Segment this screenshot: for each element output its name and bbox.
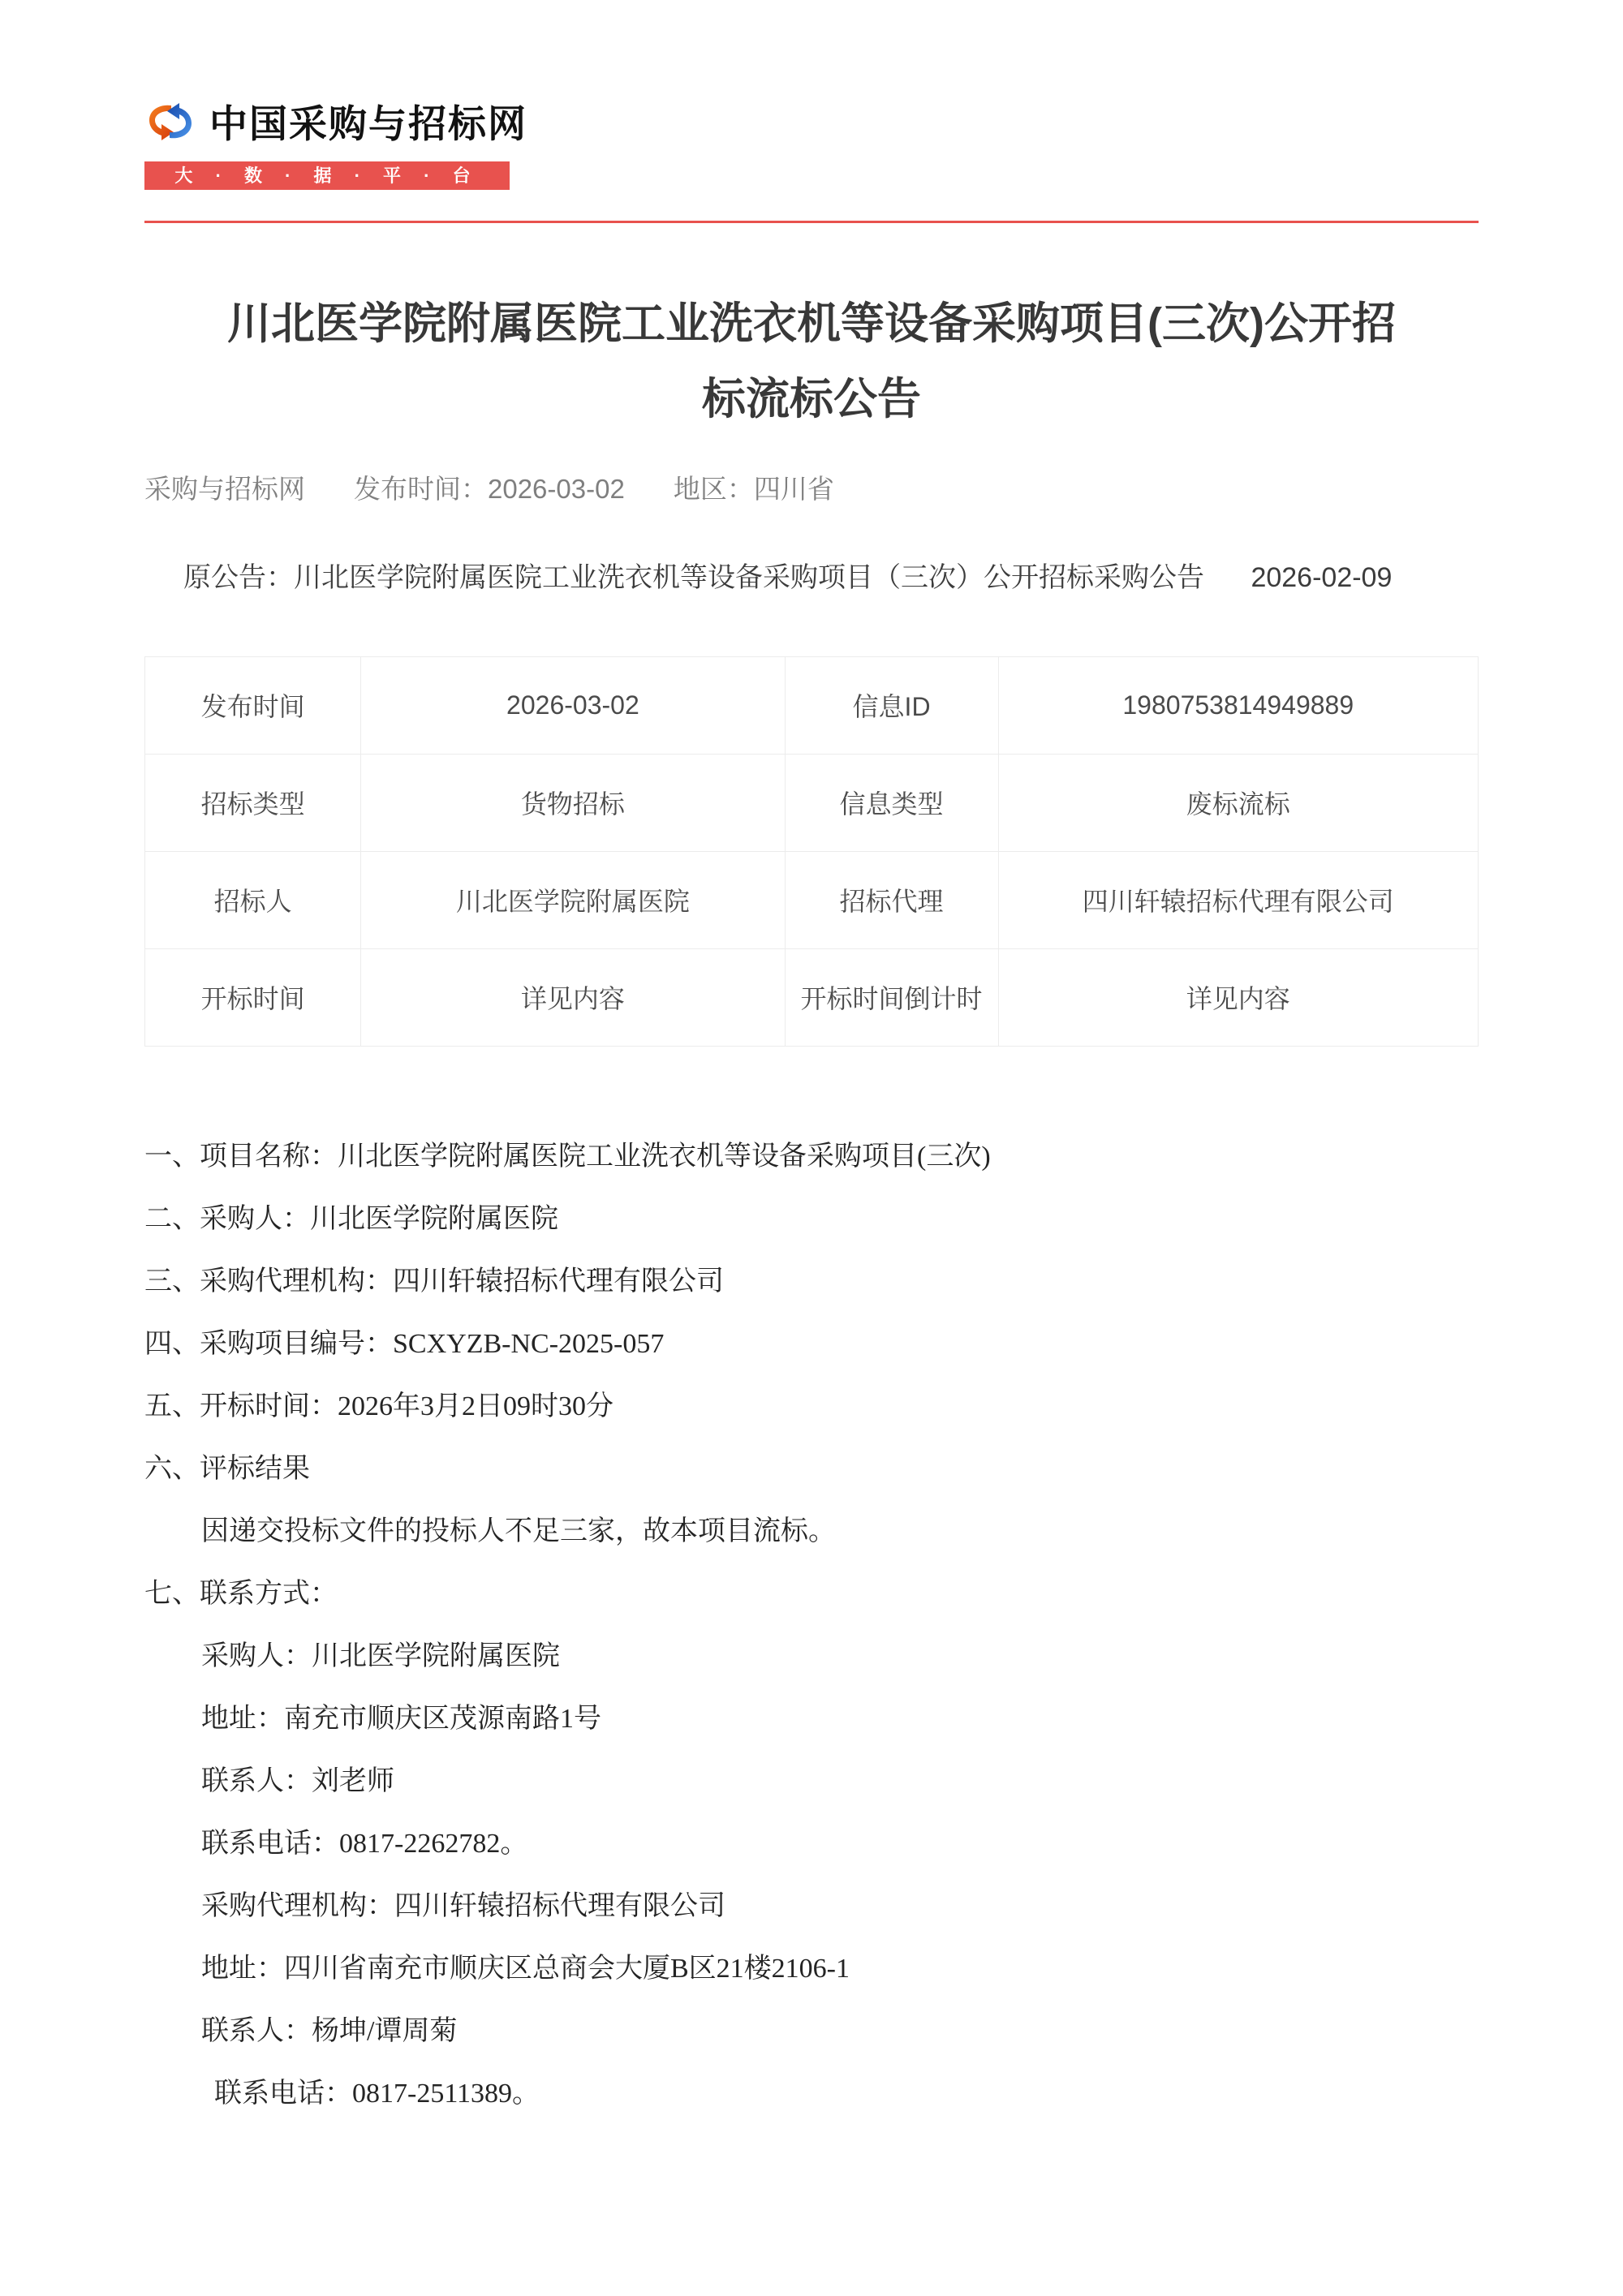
- body-line-purchaser: 二、采购人：川北医学院附属医院: [144, 1203, 558, 1234]
- article-meta: [144, 468, 1479, 506]
- page-title: 川北医学院附属医院工业洗衣机等设备采购项目(三次)公开招标流标公告: [227, 299, 1396, 424]
- table-value-cell: 2026-03-02: [361, 656, 785, 754]
- table-label-cell: 信息ID: [785, 656, 998, 754]
- original-announcement-link[interactable]: 原公告：川北医学院附属医院工业洗衣机等设备采购项目（三次）公开招标采购公告: [183, 561, 1204, 593]
- site-header: [144, 0, 1479, 223]
- body-line-agency-address: 地址：四川省南充市顺庆区总商会大厦B区21楼2106-1: [201, 1953, 850, 1984]
- site-logo[interactable]: [144, 0, 1479, 148]
- info-table: [144, 656, 1479, 1047]
- body-line-agency-contact: 联系人：杨坤/谭周菊: [201, 2015, 458, 2046]
- table-label-cell: 招标人: [145, 851, 361, 948]
- announcement-body: [144, 1142, 1479, 2108]
- original-announcement-date: 2026-02-09: [1251, 561, 1393, 593]
- table-row: [145, 754, 1479, 851]
- table-value-cell: 货物招标: [361, 754, 785, 851]
- table-value-cell: 四川轩辕招标代理有限公司: [998, 851, 1479, 948]
- table-value-cell: 详见内容: [361, 948, 785, 1046]
- body-line-agency-name: 采购代理机构：四川轩辕招标代理有限公司: [201, 1890, 725, 1921]
- table-label-cell: 招标代理: [785, 851, 998, 948]
- body-line-agency-phone: 联系电话：0817-2511389。: [214, 2078, 540, 2109]
- body-line-open-time: 五、开标时间：2026年3月2日09时30分: [144, 1391, 613, 1421]
- table-label-cell: 发布时间: [145, 656, 361, 754]
- brand-name: 中国采购与招标网: [209, 102, 527, 145]
- header-divider: [144, 221, 1479, 223]
- body-line-project-name: 一、项目名称：川北医学院附属医院工业洗衣机等设备采购项目(三次): [144, 1141, 991, 1172]
- meta-region: 地区：四川省: [673, 473, 834, 504]
- table-label-cell: 开标时间倒计时: [785, 948, 998, 1046]
- body-line-contact-purchaser: 采购人：川北医学院附属医院: [201, 1640, 560, 1671]
- table-value-cell: 详见内容: [998, 948, 1479, 1046]
- body-line-purchaser-contact: 联系人：刘老师: [201, 1765, 394, 1796]
- meta-publish-time: 发布时间：2026-03-02: [354, 473, 625, 504]
- table-row: [145, 656, 1479, 754]
- body-line-project-number: 四、采购项目编号：SCXYZB-NC-2025-057: [144, 1328, 665, 1359]
- body-line-result-heading: 六、评标结果: [144, 1453, 310, 1484]
- swap-arrows-icon: [144, 101, 196, 142]
- original-announcement: [144, 555, 1479, 595]
- meta-source: 采购与招标网: [144, 473, 305, 504]
- table-value-cell: 川北医学院附属医院: [361, 851, 785, 948]
- table-label-cell: 开标时间: [145, 948, 361, 1046]
- table-row: [145, 851, 1479, 948]
- table-label-cell: 招标类型: [145, 754, 361, 851]
- table-label-cell: 信息类型: [785, 754, 998, 851]
- body-line-purchaser-address: 地址：南充市顺庆区茂源南路1号: [201, 1703, 601, 1734]
- body-line-agency: 三、采购代理机构：四川轩辕招标代理有限公司: [144, 1266, 724, 1296]
- body-line-result-detail: 因递交投标文件的投标人不足三家，故本项目流标。: [201, 1516, 836, 1546]
- table-value-cell: 1980753814949889: [998, 656, 1479, 754]
- tagline-banner: 大 · 数 · 据 · 平 · 台: [144, 161, 510, 190]
- table-value-cell: 废标流标: [998, 754, 1479, 851]
- body-line-contact-heading: 七、联系方式：: [144, 1578, 338, 1609]
- body-line-purchaser-phone: 联系电话：0817-2262782。: [201, 1828, 528, 1859]
- table-row: [145, 948, 1479, 1046]
